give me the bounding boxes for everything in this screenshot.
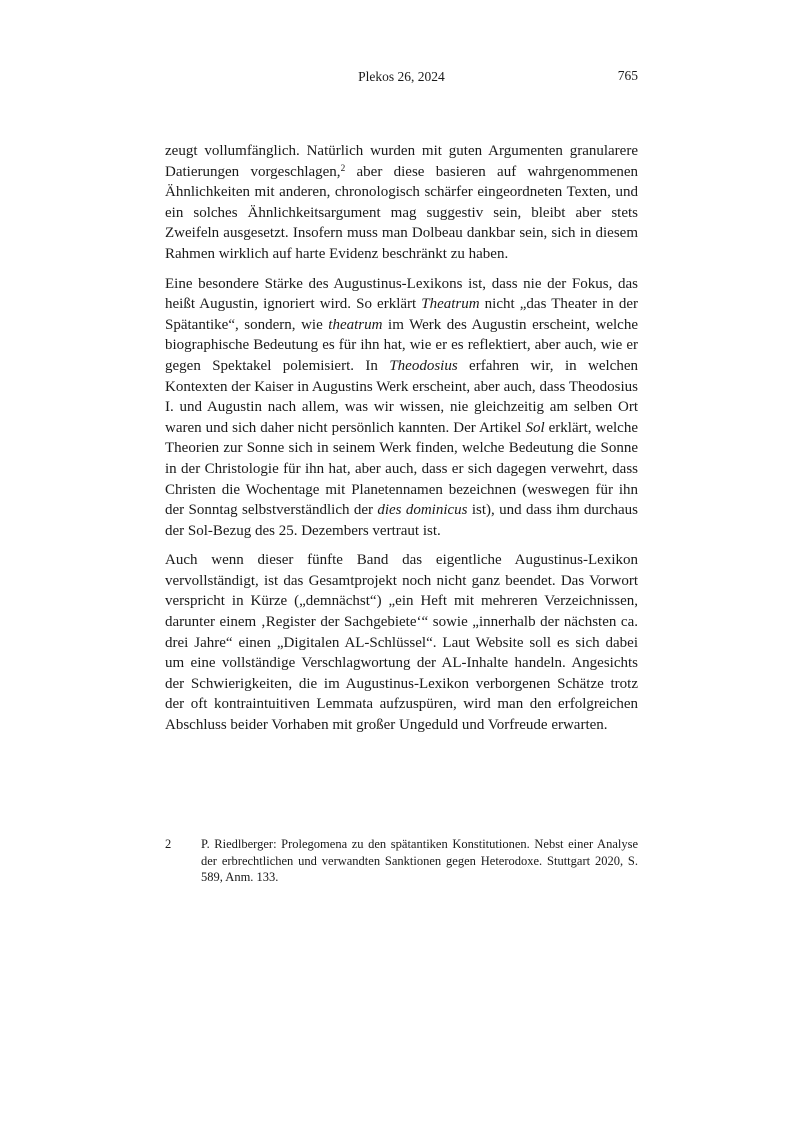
text-run: Auch wenn dieser fünfte Band das eigentliche Augustinus-Lexikon vervollständigt, ist das Gesamtprojekt noch nicht ganz beendet. Das Vorwort verspricht in Kürze („demnächst“) „ein Heft mit mehreren Verzeichnissen, darunter einem ‚Register der Sachgebiete‘“ sowie „innerhalb der nächsten ca. drei Jahre“ einen „Digitalen AL-Schlüssel“. Laut Website soll es sich dabei um eine vollständige Verschlagwortung der AL-Inhalte handeln. Angesichts der Schwierigkeiten, die im Augustinus-Lexikon verborgenen Schätze trotz der oft kontraintuitiven Lemmata aufzuspüren, wird man den erfolgreichen Abschluss beider Vorhaben mit großer Ungeduld und Vorfreude erwarten. (165, 552, 638, 734)
italic-run: theatrum (328, 316, 383, 333)
running-head (165, 69, 638, 85)
article-body (165, 141, 638, 736)
italic-run: Sol (525, 419, 545, 436)
italic-run: dies dominicus (377, 502, 468, 519)
italic-run: Theatrum (421, 296, 480, 313)
text-run: P. Riedlberger: Prolegomena zu den spätantiken Konstitutionen. Nebst einer Analyse der erbrechtlichen und verwandten Sanktionen gegen Heterodoxe. Stuttgart 2020, S. 589, Anm. 133. (201, 837, 638, 885)
text-run: im Werk des Augustin erscheint, welche biographische Bedeutung es für ihn hat, wie er es reflektiert, aber auch, wie er gegen Spektakel polemisiert. In (165, 316, 639, 374)
footnote-section (165, 836, 638, 886)
paragraph (165, 550, 638, 735)
italic-run: Theodosius (389, 357, 458, 374)
footnote-number: 2 (165, 837, 172, 851)
journal-title: Plekos 26, 2024 (358, 69, 445, 84)
text-run: erklärt, welche Theorien zur Sonne sich in seinem Werk finden, welche Bedeutung die Sonne in der Christologie für ihn hat, aber auch, dass er sich dagegen verwehrt, dass Christen die Wochentage mit Planetennamen bezeichnen (weswegen für ihn der Sonntag selbstverständlich der (165, 419, 638, 519)
footnote-reference: 2 (340, 164, 346, 175)
page-number: 765 (617, 68, 638, 83)
text-run: aber diese basieren auf wahrgenommenen Ähnlichkeiten mit anderen, chronologisch schärfer eingeordneten Texten, und ein solches Ähnlichkeitsargument mag suggestiv sein, bleibt aber stets Zweifeln ausgesetzt. Insofern muss man Dolbeau dankbar sein, sich in diesem Rahmen wirklich auf harte Evidenz beschränkt zu haben. (165, 163, 639, 262)
text-run: Eine besondere Stärke des Augustinus-Lexikons ist, dass nie der Fokus, das heißt Augustin, ignoriert wird. So erklärt (165, 275, 638, 313)
text-run: zeugt vollumfänglich. Natürlich wurden mit guten Argumenten granularere Datierungen vorgeschlagen, (165, 143, 638, 180)
text-run: erfahren wir, in welchen Kontexten der Kaiser in Augustins Werk erscheint, aber auch, dass Theodosius I. und Augustin nach allem, was wir wissen, nie gleichzeitig am selben Ort waren und sich daher nicht persönlich kannten. Der Artikel (165, 357, 639, 436)
footnote (165, 836, 638, 886)
paragraph (165, 274, 638, 542)
footnote-text (201, 837, 638, 884)
text-run: nicht „das Theater in der Spätantike“, sondern, wie (165, 296, 638, 333)
paragraph (165, 141, 638, 265)
text-run: ist), und dass ihm durchaus der Sol-Bezug des 25. Dezembers vertraut ist. (165, 502, 639, 539)
